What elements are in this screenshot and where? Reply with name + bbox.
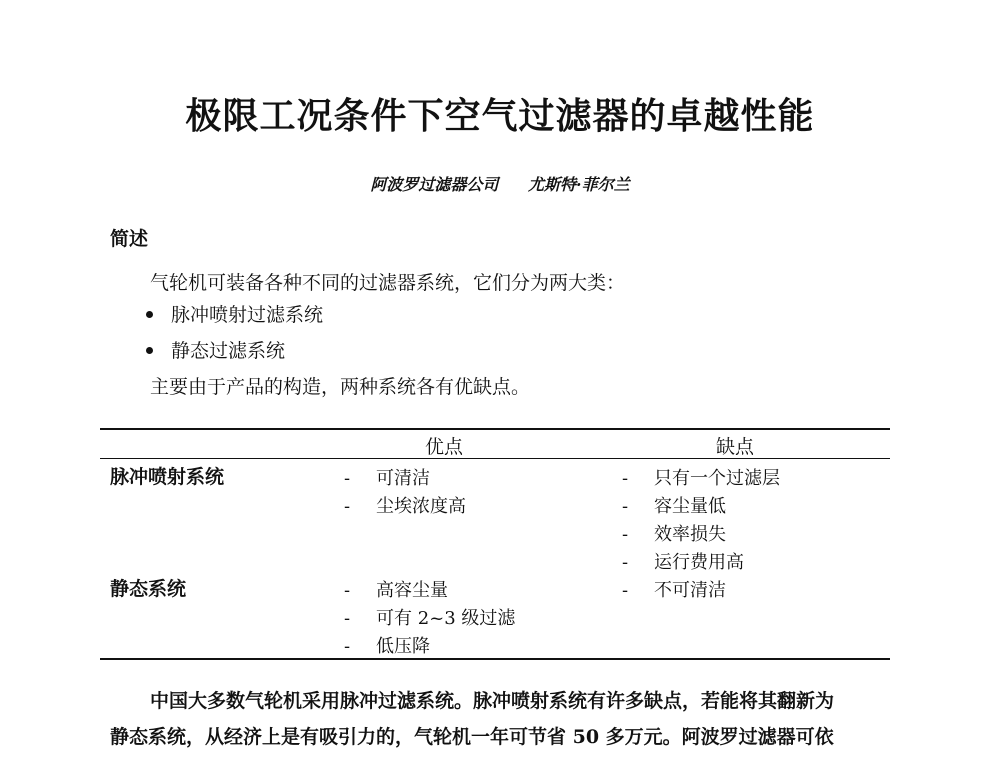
- author-company: 阿波罗过滤器公司: [370, 175, 499, 194]
- body-paragraph-line: 静态系统，从经济上是有吸引力的，气轮机一年可节省 50 多万元。阿波罗过滤器可依: [110, 726, 834, 748]
- author-name: 尤斯特·菲尔兰: [528, 175, 630, 194]
- bullet-item: [146, 300, 323, 327]
- table-bottom-rule: [100, 658, 890, 660]
- bullet-text: 脉冲喷射过滤系统: [171, 304, 324, 326]
- table-cell-pro: - 高容尘量: [344, 580, 448, 601]
- table-cell-con: - 只有一个过滤层: [622, 468, 780, 489]
- bullet-text: 静态过滤系统: [171, 340, 286, 362]
- body-paragraph-line: 中国大多数气轮机采用脉冲过滤系统。脉冲喷射系统有许多缺点，若能将其翻新为: [150, 690, 835, 712]
- table-cell-con: - 运行费用高: [622, 552, 744, 573]
- author-line: [0, 172, 1000, 195]
- bullet-dot-icon: [146, 347, 153, 354]
- section-heading: 简述: [110, 228, 149, 250]
- table-row-label: 静态系统: [110, 578, 187, 600]
- table-top-rule: [100, 428, 890, 430]
- bullet-dot-icon: [146, 311, 153, 318]
- document-title: 极限工况条件下空气过滤器的卓越性能: [185, 95, 815, 137]
- table-cell-pro: - 可清洁: [344, 468, 430, 489]
- table-header-rule: [100, 458, 890, 459]
- table-row-label: 脉冲喷射系统: [110, 466, 225, 488]
- summary-text: 主要由于产品的构造，两种系统各有优缺点。: [150, 376, 531, 398]
- table-header-cons: 缺点: [716, 436, 755, 458]
- table-cell-pro: - 低压降: [344, 636, 430, 657]
- bullet-item: [146, 336, 285, 363]
- table-cell-con: - 不可清洁: [622, 580, 726, 601]
- table-cell-pro: - 可有 2~3 级过滤: [344, 608, 516, 629]
- intro-text: 气轮机可装备各种不同的过滤器系统，它们分为两大类：: [150, 272, 626, 294]
- table-cell-con: - 容尘量低: [622, 496, 726, 517]
- table-cell-pro: - 尘埃浓度高: [344, 496, 466, 517]
- table-cell-con: - 效率损失: [622, 524, 726, 545]
- table-header-pros: 优点: [425, 436, 464, 458]
